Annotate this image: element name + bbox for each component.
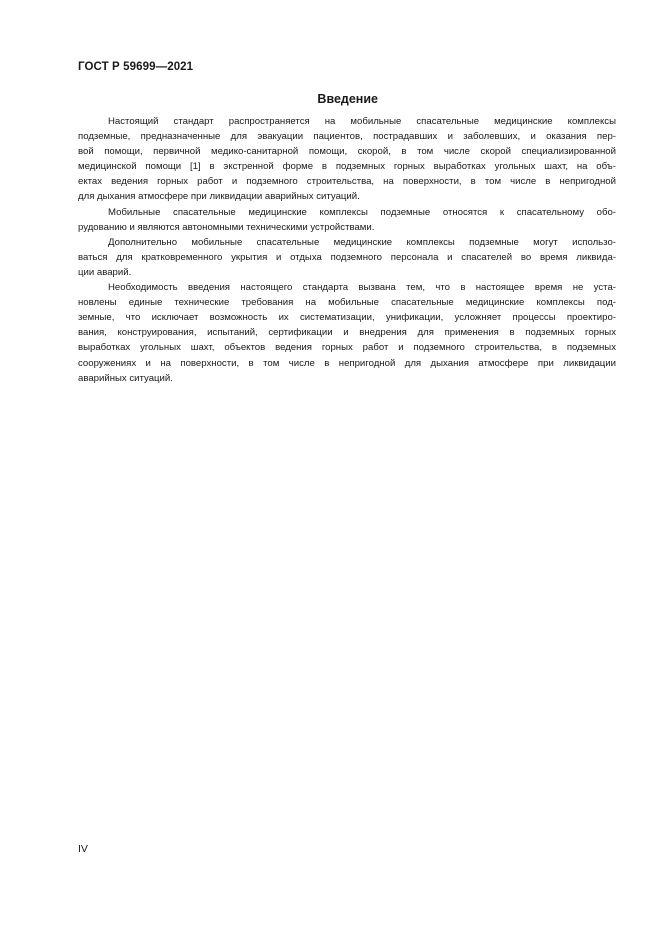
paragraph-line: Дополнительно мобильные спасательные медицинские комплексы подземные могут использо-: [108, 236, 616, 248]
paragraph-line: выработках угольных шахт, объектов ведения горных работ и подземного строительства, в подземных: [78, 342, 616, 354]
paragraph-line: аварийных ситуаций.: [78, 372, 173, 384]
paragraph-line: ции аварий.: [78, 266, 132, 278]
paragraph-line: Необходимость введения настоящего стандарта вызвана тем, что в настоящее время не уста-: [108, 282, 616, 294]
section-title: Введение: [317, 92, 378, 106]
paragraph-line: для дыхания атмосфере при ликвидации аварийных ситуаций.: [78, 191, 360, 203]
paragraph-line: ваться для кратковременного укрытия и отдыха подземного персонала и спасателей во время ликвида-: [78, 251, 616, 263]
page-number: IV: [78, 843, 88, 855]
paragraph-line: земные, что исключает возможность их систематизации, унификации, усложняет процессы проектиро-: [78, 312, 616, 324]
paragraph-line: медицинской помощи [1] в экстренной форме в подземных горных выработках угольных шахт, на объ-: [78, 161, 616, 173]
paragraph-line: подземные, предназначенные для эвакуации пациентов, пострадавших и заболевших, и оказания пер-: [78, 131, 616, 143]
document-body: [78, 114, 616, 386]
paragraph-line: ектах ведения горных работ и подземного строительства, на поверхности, в том числе в непригодной: [78, 176, 616, 188]
section-title-wrap: [78, 92, 619, 106]
paragraph-line: новлены единые технические требования на мобильные спасательные медицинские комплексы под-: [78, 297, 616, 309]
document-header: ГОСТ Р 59699—2021: [78, 61, 194, 73]
paragraph-line: вания, конструирования, испытаний, сертификации и внедрения для применения в подземных горных: [78, 327, 616, 339]
paragraph-line: вой помощи, первичной медико-санитарной помощи, скорой, в том числе скорой специализированной: [78, 146, 616, 158]
paragraph-line: Мобильные спасательные медицинские комплексы подземные относятся к спасательному обо-: [108, 206, 616, 218]
paragraph-line: сооружениях и на поверхности, в том числе в непригодной для дыхания атмосфере при ликвидации: [78, 357, 616, 369]
paragraph-line: рудованию и являются автономными техническими устройствами.: [78, 221, 375, 233]
paragraph-line: Настоящий стандарт распространяется на мобильные спасательные медицинские комплексы: [108, 116, 616, 127]
